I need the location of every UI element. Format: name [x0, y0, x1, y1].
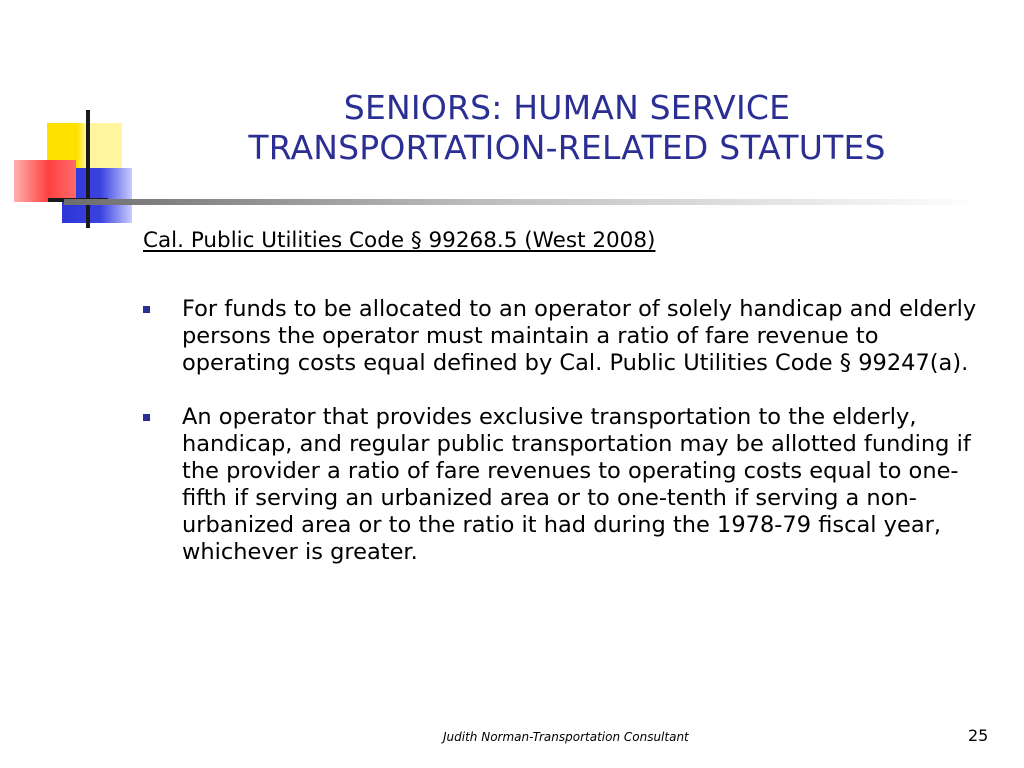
bullet-list — [143, 296, 993, 566]
square-bullet-icon — [143, 306, 150, 313]
statute-citation: Cal. Public Utilities Code § 99268.5 (West 2008) — [143, 228, 656, 253]
bullet-text: For funds to be allocated to an operator of solely handicap and elderly persons the operator must maintain a ratio of fare revenue to operating costs equal defined by Cal. Public Utilities Code § 99247(a). — [182, 296, 977, 376]
list-item — [143, 296, 993, 377]
title-line-1: SENIORS: HUMAN SERVICE — [343, 88, 791, 127]
footer-text: Judith Norman-Transportation Consultant — [443, 730, 689, 744]
title-divider — [64, 199, 984, 205]
bullet-text: An operator that provides exclusive transportation to the elderly, handicap, and regular public transportation may be allotted funding if the provider a ratio of fare revenues to operating costs equal to one-fifth if serving an urbanized area or to one-tenth if serving a non-urbanized area or to the ratio it had during the 1978-79 fiscal year, whichever is greater. — [182, 404, 971, 565]
list-item — [143, 404, 993, 566]
title-line-2: TRANSPORTATION-RELATED STATUTES — [248, 128, 886, 167]
square-bullet-icon — [143, 414, 150, 421]
page-number: 25 — [968, 726, 989, 745]
slide-title — [150, 88, 984, 168]
